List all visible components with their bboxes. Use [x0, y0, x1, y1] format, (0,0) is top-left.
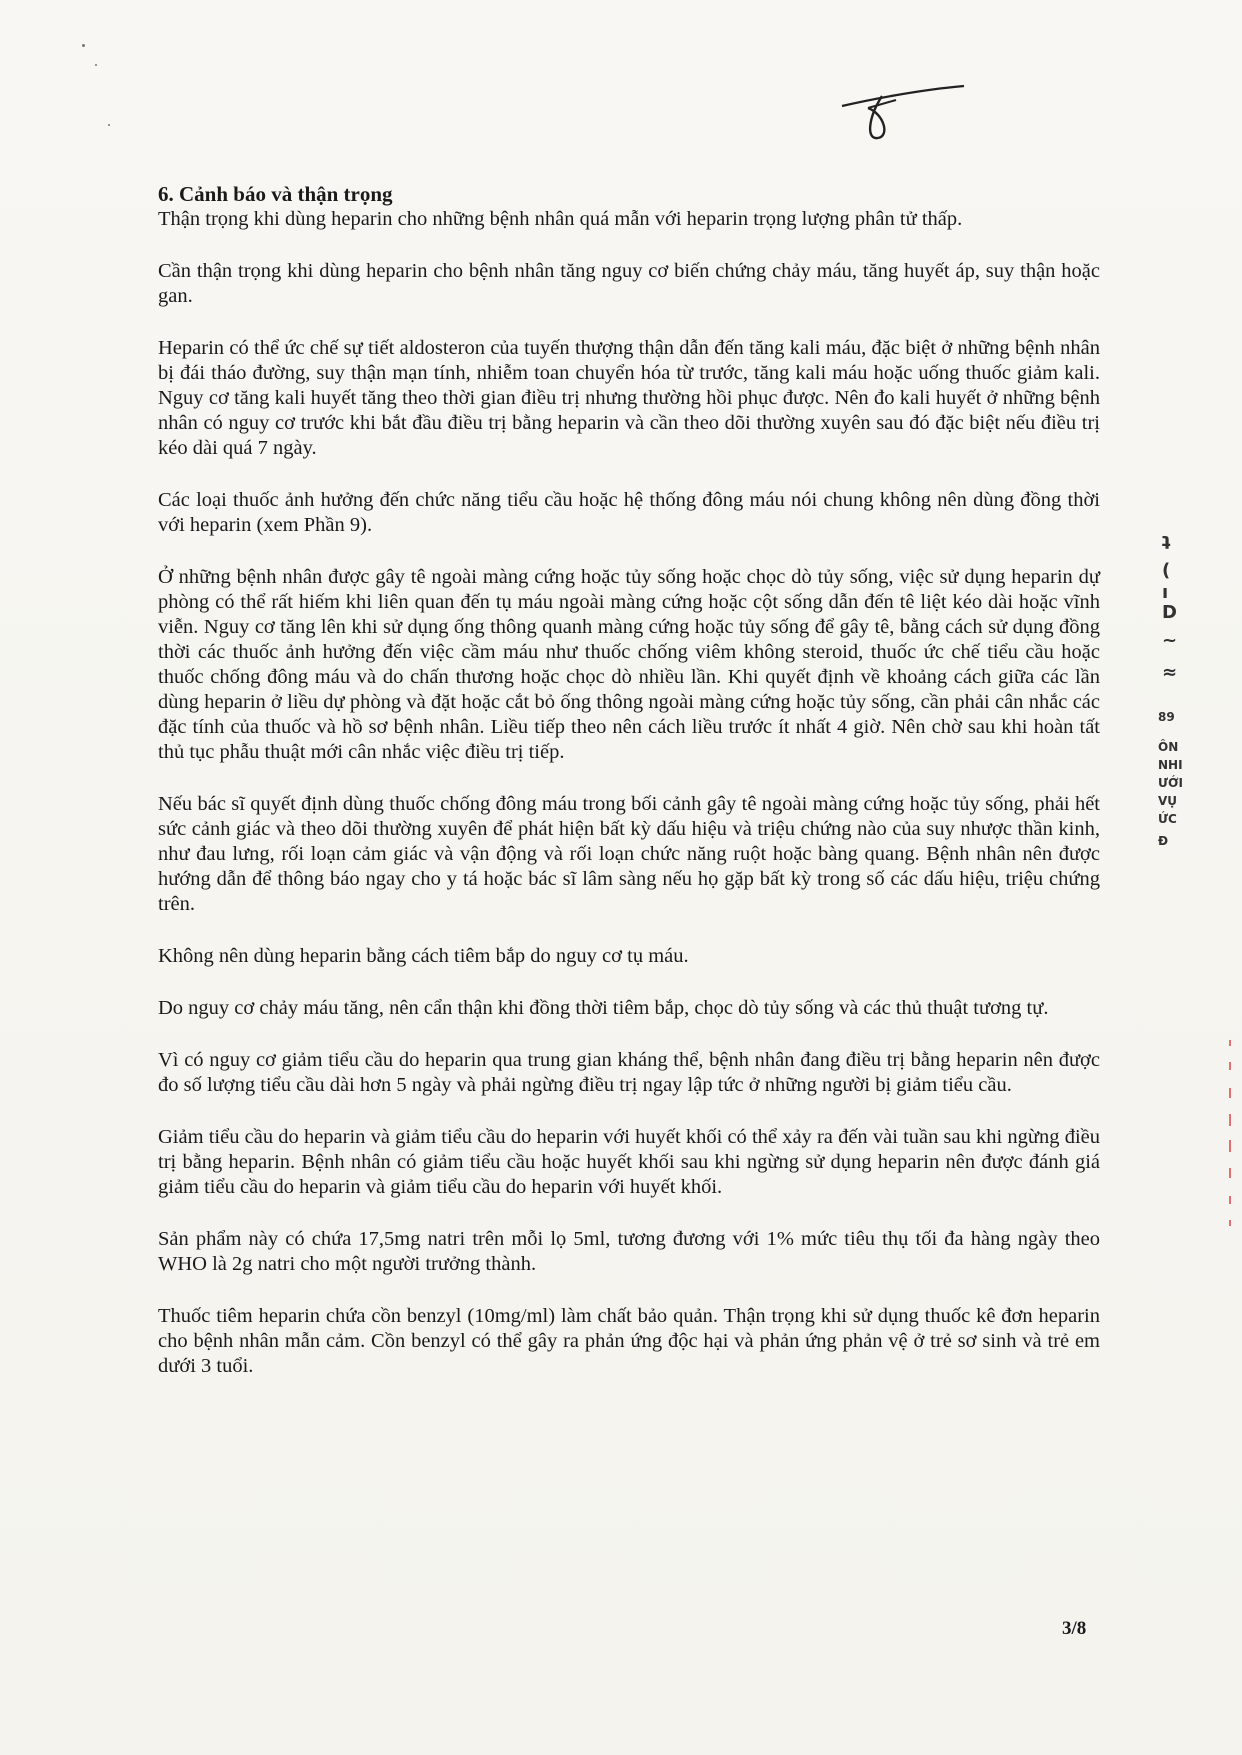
paragraph: Không nên dùng heparin bằng cách tiêm bắp do nguy cơ tụ máu. [158, 945, 689, 967]
document-body [158, 182, 1100, 1406]
stamp-code: 89 [1158, 710, 1175, 724]
stamp-text: VỤ [1158, 794, 1178, 808]
handwritten-signature [838, 78, 968, 148]
page-number: 3/8 [1062, 1618, 1087, 1639]
paragraph: Thuốc tiêm heparin chứa cồn benzyl (10mg/ml) làm chất bảo quản. Thận trọng khi sử dụng thuốc kê đơn heparin cho bệnh nhân mẫn cảm. Cồn benzyl có thể gây ra phản ứng độc hại và phản ứng phản vệ ở trẻ sơ sinh và trẻ em dưới 3 tuổi. [158, 1305, 1100, 1377]
paragraph: Sản phẩm này có chứa 17,5mg natri trên mỗi lọ 5ml, tương đương với 1% mức tiêu thụ tối đa hàng ngày theo WHO là 2g natri cho một người trưởng thành. [158, 1228, 1100, 1275]
stamp-text: ÔN [1158, 740, 1179, 754]
scan-speck [95, 64, 97, 66]
paragraph: Heparin có thể ức chế sự tiết aldosteron của tuyến thượng thận dẫn đến tăng kali máu, đặc biệt ở những bệnh nhân bị đái tháo đường, suy thận mạn tính, nhiễm toan chuyển hóa từ trước, tăng kali máu hoặc uống thuốc giảm kali. Nguy cơ tăng kali huyết tăng theo thời gian điều trị nhưng thường hồi phục được. Nên đo kali huyết ở những bệnh nhân có nguy cơ trước khi bắt đầu điều trị bằng heparin và cần theo dõi thường xuyên sau đó đặc biệt nếu điều trị kéo dài quá 7 ngày. [158, 337, 1100, 459]
stamp-text: NHI [1158, 758, 1183, 772]
stamp-text: ƯỚI [1158, 776, 1183, 790]
section-title: 6. Cảnh báo và thận trọng [158, 182, 393, 206]
paragraph: Giảm tiểu cầu do heparin và giảm tiểu cầu do heparin với huyết khối có thể xảy ra đến vài tuần sau khi ngừng điều trị bằng heparin. Bệnh nhân có giảm tiểu cầu hoặc huyết khối sau khi ngừng sử dụng heparin nên được đánh giá giảm tiểu cầu do heparin và giảm tiểu cầu do heparin với huyết khối. [158, 1126, 1100, 1198]
stamp-text: Đ [1158, 834, 1169, 848]
red-stamp-marks [1222, 1040, 1238, 1230]
stamp-letter-d: D [1162, 602, 1177, 623]
paragraph: Cần thận trọng khi dùng heparin cho bệnh nhân tăng nguy cơ biến chứng chảy máu, tăng huyết áp, suy thận hoặc gan. [158, 260, 1100, 307]
paragraph: Nếu bác sĩ quyết định dùng thuốc chống đông máu trong bối cảnh gây tê ngoài màng cứng hoặc tủy sống, phải hết sức cảnh giác và theo dõi thường xuyên để phát hiện bất kỳ dấu hiệu và triệu chứng nào của suy nhược thần kinh, như đau lưng, rối loạn cảm giác và vận động và rối loạn chức năng ruột hoặc bàng quang. Bệnh nhân nên được hướng dẫn để thông báo ngay cho y tá hoặc bác sĩ lâm sàng nếu họ gặp bất kỳ trong số các dấu hiệu, triệu chứng trên. [158, 793, 1100, 915]
stamp-text: ỨC [1158, 812, 1177, 826]
paragraph: Vì có nguy cơ giảm tiểu cầu do heparin qua trung gian kháng thể, bệnh nhân đang điều trị bằng heparin nên được đo số lượng tiểu cầu dài hơn 5 ngày và phải ngừng điều trị ngay lập tức ở những người bị giảm tiểu cầu. [158, 1049, 1100, 1096]
paragraph: Do nguy cơ chảy máu tăng, nên cẩn thận khi đồng thời tiêm bắp, chọc dò tủy sống và các thủ thuật tương tự. [158, 997, 1049, 1019]
scan-speck [82, 44, 85, 47]
side-stamp: ʇ ( ı D ~ ≈ 89 ÔN NHI ƯỚI VỤ ỨC Đ [1158, 530, 1183, 848]
paragraph: Các loại thuốc ảnh hưởng đến chức năng tiểu cầu hoặc hệ thống đông máu nói chung không nên dùng đồng thời với heparin (xem Phần 9). [158, 489, 1100, 536]
scan-speck [108, 124, 110, 126]
paragraph: Thận trọng khi dùng heparin cho những bệnh nhân quá mẫn với heparin trọng lượng phân tử thấp. [158, 208, 963, 230]
paragraph: Ở những bệnh nhân được gây tê ngoài màng cứng hoặc tủy sống hoặc chọc dò tủy sống, việc sử dụng heparin dự phòng có thể rất hiếm khi liên quan đến tụ máu ngoài màng cứng hoặc cột sống dẫn đến tê liệt kéo dài hoặc vĩnh viễn. Nguy cơ tăng lên khi sử dụng ống thông quanh màng cứng hoặc tủy sống để gây tê, bằng cách sử dụng đồng thời các thuốc ảnh hưởng đến việc cầm máu như thuốc chống viêm không steroid, thuốc ức chế tiểu cầu hoặc thuốc chống đông máu và do chấn thương hoặc chọc dò nhiều lần. Khi quyết định về khoảng cách giữa các lần dùng heparin ở liều dự phòng và đặt hoặc cắt bỏ ống thông ngoài màng cứng hoặc tủy sống, cần phải cân nhắc các đặc tính của thuốc và hồ sơ bệnh nhân. Liều tiếp theo nên cách liều trước ít nhất 4 giờ. Nên chờ sau khi hoàn tất thủ tục phẫu thuật mới cân nhắc việc điều trị tiếp. [158, 566, 1100, 763]
